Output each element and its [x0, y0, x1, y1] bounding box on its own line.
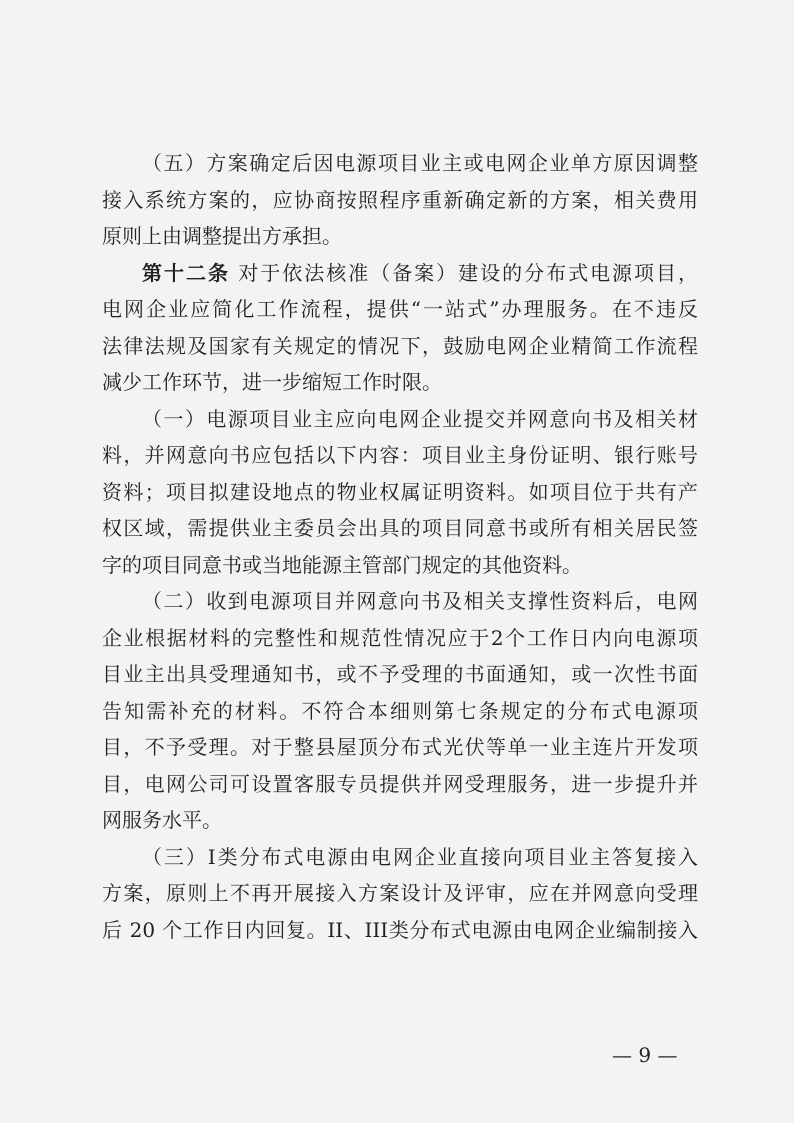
text-line: 后 20 个工作日内回复。II、III类分布式电源由电网企业编制接入	[102, 917, 698, 942]
paragraph-item-3	[102, 839, 698, 949]
text-line: 方案，原则上不再开展接入方案设计及评审，应在并网意向受理	[102, 881, 698, 905]
text-line: 权区域，需提供业主委员会出具的项目同意书或所有相关居民签	[102, 516, 698, 540]
text-line: （五）方案确定后因电源项目业主或电网企业单方原因调整	[142, 151, 698, 175]
text-line: 料，并网意向书应包括以下内容：项目业主身份证明、银行账号	[102, 443, 698, 467]
article-text: 对于依法核准（备案）建设的分布式电源项目，	[229, 260, 698, 285]
text-line: 字的项目同意书或当地能源主管部门规定的其他资料。	[102, 552, 582, 577]
article-12	[102, 255, 698, 401]
text-line: 目业主出具受理通知书，或不予受理的书面通知，或一次性书面	[102, 662, 698, 686]
text-line: 目，电网公司可设置客服专员提供并网受理服务，进一步提升并	[102, 771, 698, 796]
page-number: — 9 —	[612, 1043, 678, 1067]
text-line: 资料；项目拟建设地点的物业权属证明资料。如项目位于共有产	[102, 479, 698, 504]
text-line: 减少工作环节，进一步缩短工作时限。	[102, 370, 442, 394]
paragraph-1	[102, 145, 698, 255]
document-body	[102, 145, 698, 948]
text-line: （三）I类分布式电源由电网企业直接向项目业主答复接入	[142, 844, 698, 869]
text-line: 网服务水平。	[102, 808, 222, 832]
text-line: 企业根据材料的完整性和规范性情况应于2个工作日内向电源项	[102, 625, 698, 650]
text-line: 告知需补充的材料。不符合本细则第七条规定的分布式电源项	[102, 698, 698, 723]
text-line: 电网企业应简化工作流程，提供“一站式”办理服务。在不违反	[102, 297, 698, 321]
text-line: 法律法规及国家有关规定的情况下，鼓励电网企业精简工作流程	[102, 333, 698, 358]
text-line: （一）电源项目业主应向电网企业提交并网意向书及相关材	[142, 406, 698, 431]
text-line: 目，不予受理。对于整县屋顶分布式光伏等单一业主连片开发项	[102, 735, 698, 759]
paragraph-item-2	[102, 583, 698, 839]
text-line: 接入系统方案的，应协商按照程序重新确定新的方案，相关费用	[102, 187, 698, 212]
text-line: 原则上由调整提出方承担。	[102, 224, 342, 248]
text-line: （二）收到电源项目并网意向书及相关支撑性资料后，电网	[142, 589, 698, 613]
article-heading: 第十二条	[142, 260, 230, 285]
paragraph-item-1	[102, 401, 698, 584]
text-line	[102, 255, 698, 292]
